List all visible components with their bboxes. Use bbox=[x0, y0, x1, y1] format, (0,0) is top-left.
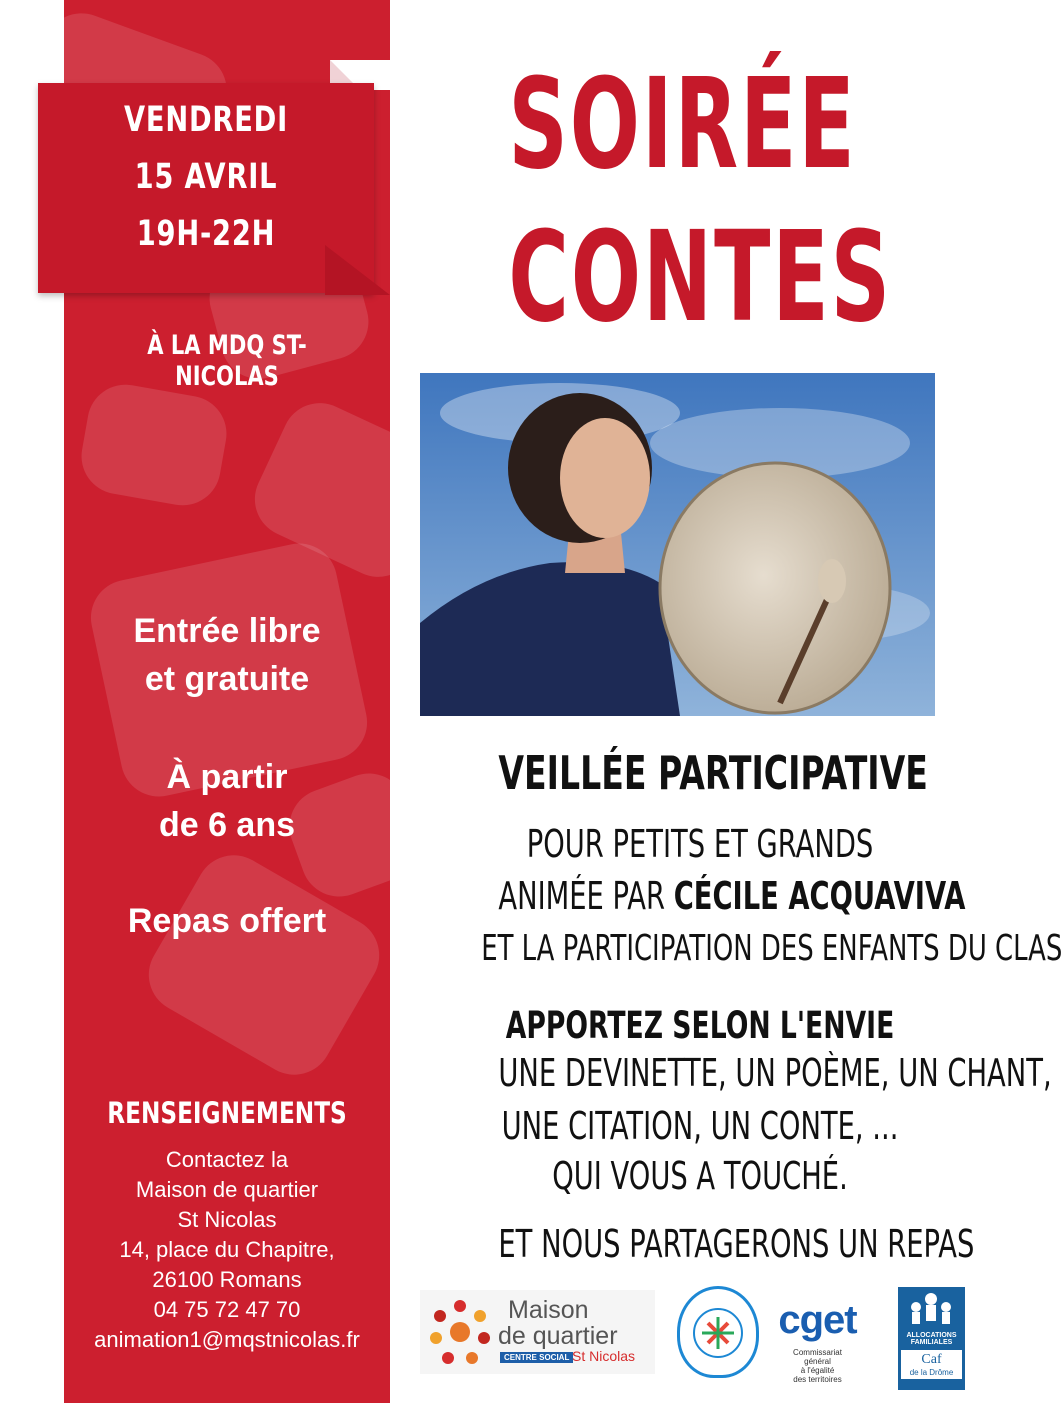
decorative-shape bbox=[76, 379, 233, 512]
age-info bbox=[64, 753, 390, 849]
contact-line-3: St Nicolas bbox=[177, 1207, 277, 1232]
contact-phone: 04 75 72 47 70 bbox=[153, 1297, 301, 1322]
bring-line-3: QUI VOUS A TOUCHÉ. bbox=[552, 1154, 848, 1198]
event-venue: À LA MDQ ST-NICOLAS bbox=[147, 330, 307, 392]
participation: ET LA PARTICIPATION DES ENFANTS DU CLAS bbox=[481, 928, 1062, 969]
mdq-people-icon bbox=[422, 1290, 497, 1374]
event-day: VENDREDI bbox=[123, 100, 289, 140]
meal-info: Repas offert bbox=[127, 902, 327, 940]
caf-family-icon bbox=[898, 1287, 965, 1327]
headline: VEILLÉE PARTICIPATIVE bbox=[498, 746, 928, 800]
closing: ET NOUS PARTAGERONS UN REPAS bbox=[498, 1222, 975, 1266]
caf-line-1: ALLOCATIONS bbox=[906, 1332, 957, 1339]
entry-info bbox=[64, 607, 390, 703]
contact-block bbox=[54, 1145, 400, 1355]
conference-badge-logo bbox=[677, 1286, 759, 1378]
age-line-2: de 6 ans bbox=[158, 806, 296, 844]
cget-line-2: général bbox=[804, 1357, 831, 1366]
cget-logo bbox=[770, 1300, 865, 1400]
title-line-1: SOIRÉE bbox=[508, 52, 857, 197]
bring-heading: APPORTEZ SELON L'ENVIE bbox=[505, 1004, 895, 1047]
storyteller-photo bbox=[420, 373, 935, 716]
caf-line-3: Caf bbox=[921, 1352, 942, 1367]
contact-line-1: Contactez la bbox=[165, 1147, 289, 1172]
contact-heading: RENSEIGNEMENTS bbox=[107, 1096, 347, 1130]
caf-line-4: de la Drôme bbox=[909, 1368, 954, 1377]
contact-address: 14, place du Chapitre, bbox=[119, 1237, 335, 1262]
mdq-subtitle: CENTRE SOCIAL bbox=[500, 1352, 573, 1363]
entry-line-2: et gratuite bbox=[144, 660, 310, 698]
cget-line-4: des territoires bbox=[793, 1375, 842, 1384]
contact-line-2: Maison de quartier bbox=[135, 1177, 319, 1202]
caf-logo bbox=[898, 1287, 965, 1390]
cget-line-1: Commissariat bbox=[793, 1348, 842, 1357]
mdq-name-line-2: de quartier bbox=[498, 1322, 618, 1350]
contact-city: 26100 Romans bbox=[152, 1267, 302, 1292]
host-line bbox=[498, 874, 966, 918]
mdq-place: St Nicolas bbox=[572, 1348, 636, 1364]
cget-line-3: à l'égalité bbox=[800, 1366, 835, 1375]
host-name: CÉCILE ACQUAVIVA bbox=[673, 874, 966, 918]
caf-line-2: FAMILIALES bbox=[910, 1339, 953, 1346]
event-time: 19H-22H bbox=[136, 214, 276, 254]
audience: POUR PETITS ET GRANDS bbox=[526, 822, 874, 866]
entry-line-1: Entrée libre bbox=[133, 612, 321, 650]
cget-name: cget bbox=[778, 1298, 857, 1342]
mdq-name-line-1: Maison bbox=[508, 1296, 589, 1324]
badge-emblem-icon bbox=[680, 1289, 756, 1375]
title-line-2: CONTES bbox=[508, 205, 893, 350]
bring-line-2: UNE CITATION, UN CONTE, ... bbox=[501, 1104, 899, 1148]
mdq-logo bbox=[420, 1290, 655, 1374]
age-line-1: À partir bbox=[166, 758, 288, 796]
event-date: 15 AVRIL bbox=[134, 157, 278, 197]
bring-line-1: UNE DEVINETTE, UN POÈME, UN CHANT, bbox=[498, 1051, 1052, 1095]
contact-email: animation1@mqstnicolas.fr bbox=[94, 1327, 360, 1352]
host-prefix: ANIMÉE PAR bbox=[498, 874, 674, 918]
